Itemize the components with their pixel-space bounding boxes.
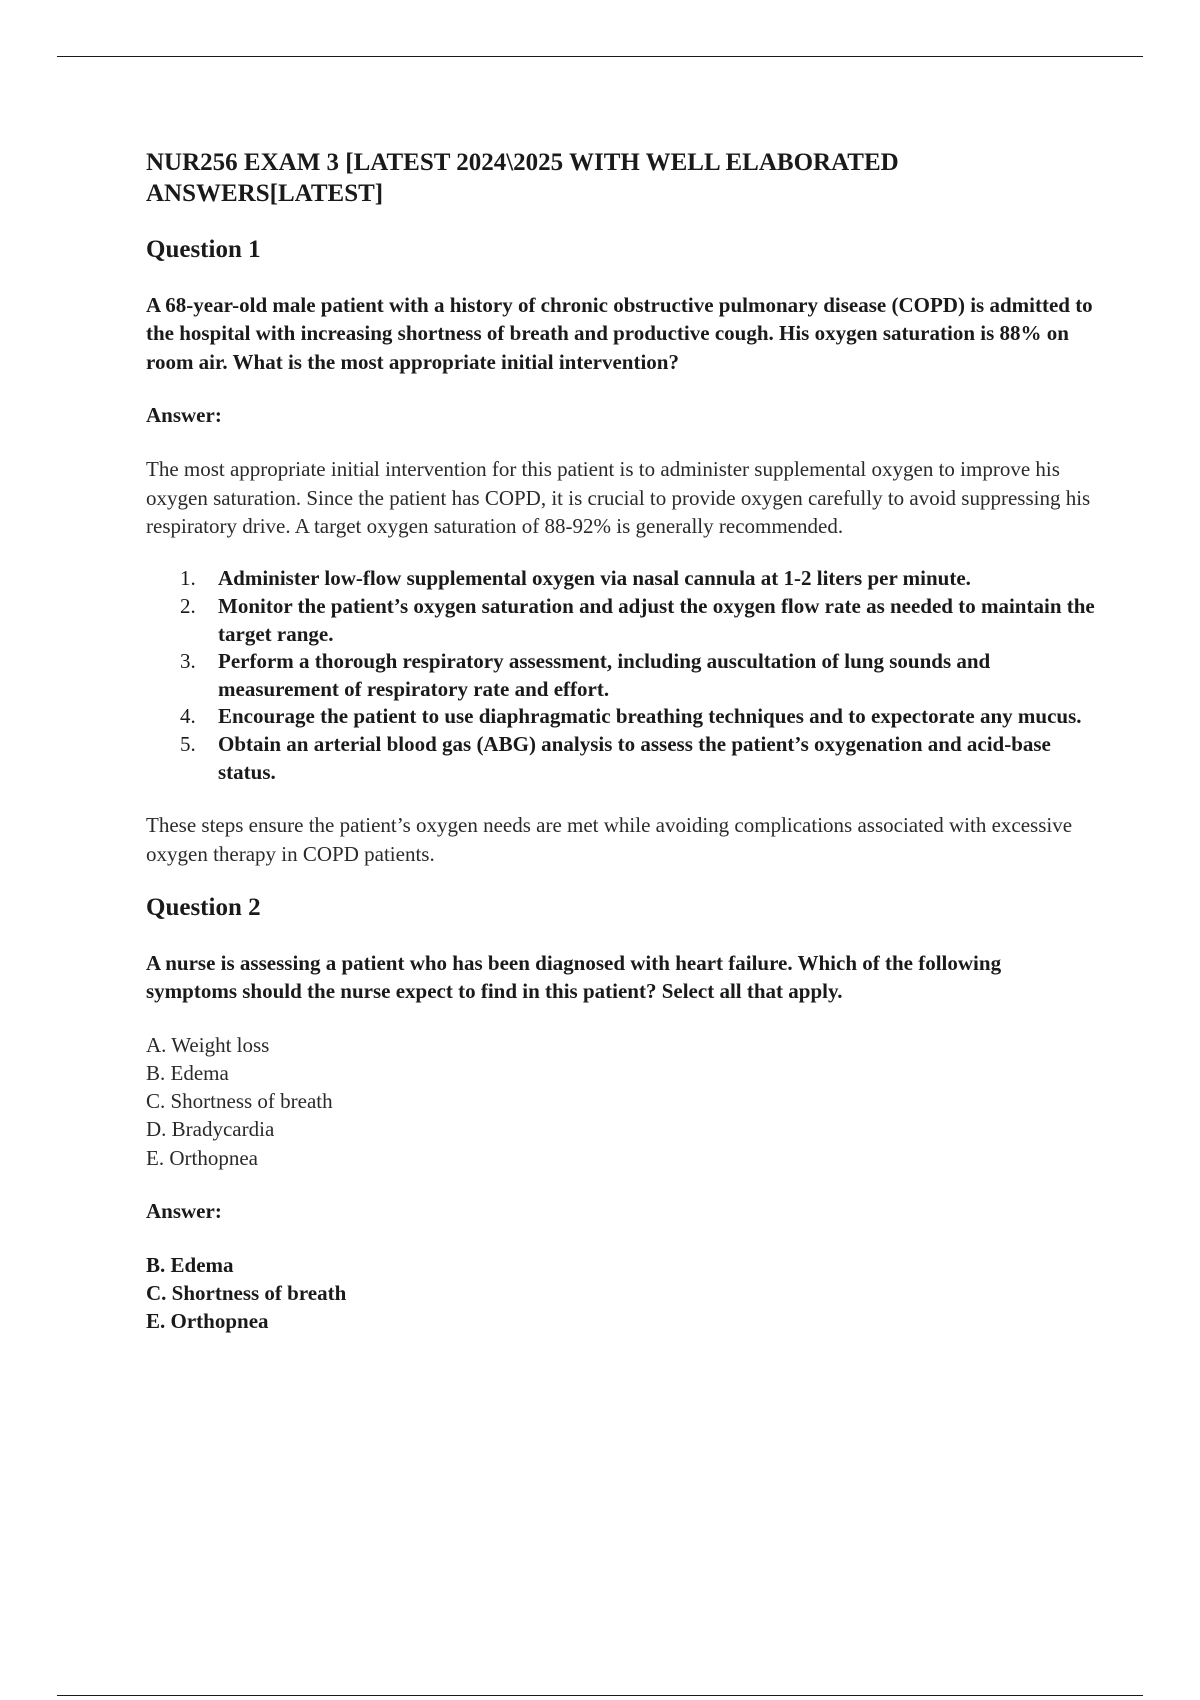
option-d: D. Bradycardia: [146, 1117, 275, 1142]
step-text: Obtain an arterial blood gas (ABG) analysis to assess the patient’s oxygenation and acid-base status.: [218, 732, 1051, 784]
step-number: 4.: [180, 704, 196, 729]
question-1-steps-list: [146, 565, 1096, 786]
step-text: Encourage the patient to use diaphragmatic breathing techniques and to expectorate any mucus.: [218, 704, 1082, 729]
document-title: NUR256 EXAM 3 [LATEST 2024\2025 WITH WELL ELABORATED ANSWERS[LATEST]: [146, 149, 899, 207]
question-1-conclusion: These steps ensure the patient’s oxygen needs are met while avoiding complications associated with excessive oxygen therapy in COPD patients.: [146, 813, 1073, 866]
step-text: Perform a thorough respiratory assessment, including auscultation of lung sounds and measurement of respiratory rate and effort.: [218, 649, 991, 701]
step-number: 2.: [180, 594, 196, 619]
list-item: [146, 731, 1096, 786]
question-1-heading: Question 1: [146, 236, 261, 263]
question-2-options: [146, 1031, 1096, 1172]
answer-item: E. Orthopnea: [146, 1309, 269, 1334]
step-number: 5.: [180, 732, 196, 756]
question-2-heading: Question 2: [146, 894, 261, 921]
answer-item: B. Edema: [146, 1252, 234, 1277]
question-2-text: A nurse is assessing a patient who has been diagnosed with heart failure. Which of the following symptoms should the nurse expect to find in this patient? Select all that apply.: [146, 951, 1002, 1004]
question-1-text: A 68-year-old male patient with a history of chronic obstructive pulmonary disease (COPD) is admitted to the hospital with increasing shortness of breath and productive cough. His oxygen saturation is 88% on room air. What is the most appropriate initial intervention?: [146, 293, 1093, 374]
document-body: [146, 147, 1096, 1335]
option-e: E. Orthopnea: [146, 1145, 258, 1170]
list-item: [146, 593, 1096, 648]
bottom-rule: [57, 1695, 1143, 1696]
question-2-answers: [146, 1251, 1096, 1336]
step-number: 3.: [180, 649, 196, 674]
step-text: Administer low-flow supplemental oxygen via nasal cannula at 1-2 liters per minute.: [218, 566, 971, 591]
list-item: [146, 565, 1096, 593]
list-item: [146, 703, 1096, 731]
question-1-answer-intro: The most appropriate initial intervention for this patient is to administer supplemental oxygen to improve his oxygen saturation. Since the patient has COPD, it is crucial to provide oxygen carefully to avoid suppressing his respiratory drive. A target oxygen saturation of 88-92% is generally recommended.: [146, 457, 1091, 539]
answer-item: C. Shortness of breath: [146, 1281, 347, 1306]
question-2-answer-label: Answer:: [146, 1198, 222, 1223]
option-c: C. Shortness of breath: [146, 1089, 333, 1114]
list-item: [146, 648, 1096, 703]
step-text: Monitor the patient’s oxygen saturation and adjust the oxygen flow rate as needed to maintain the target range.: [218, 594, 1095, 646]
question-1-answer-label: Answer:: [146, 403, 222, 428]
step-number: 1.: [180, 566, 196, 591]
option-a: A. Weight loss: [146, 1032, 270, 1057]
option-b: B. Edema: [146, 1061, 229, 1086]
top-rule: [57, 56, 1143, 57]
